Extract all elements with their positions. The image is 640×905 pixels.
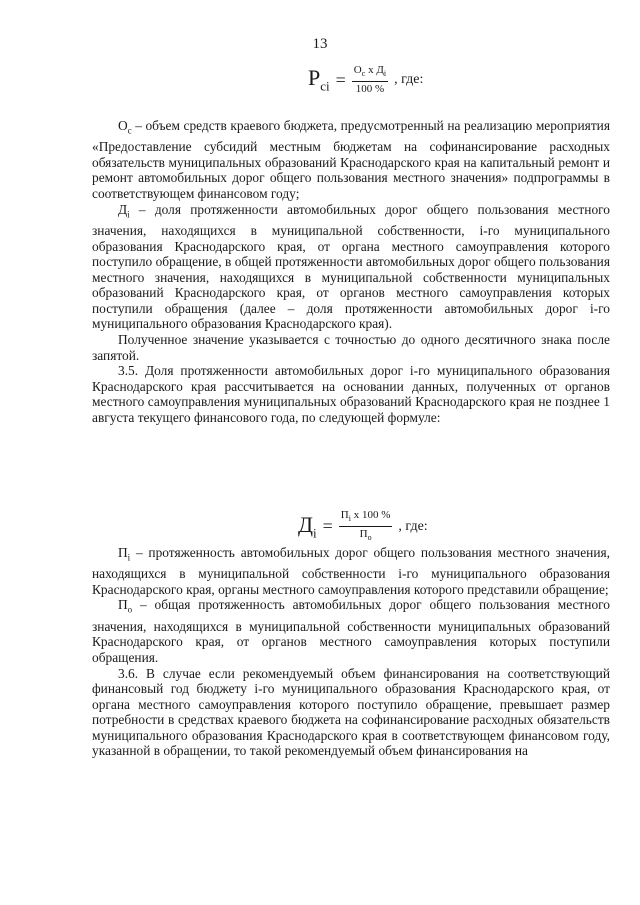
variable-symbol: $Д_i$ (118, 201, 130, 220)
formula-fraction (339, 509, 393, 544)
paragraph-text: 3.5. Доля протяженности автомобильных дорог i-го муниципального образования Краснодарского края рассчитывается на основании данных, полученных от органов местного самоуправления муниципальных образований Краснодарского края не позднее 1 августа текущего финансового года, по следующей формуле: (92, 363, 610, 426)
equals-sign: = (335, 69, 346, 90)
equals-sign: = (322, 516, 333, 537)
paragraph (92, 118, 610, 202)
variable-symbol: $П_i$ (118, 545, 131, 563)
formula-numerator: $П_i$ x 100 % (339, 509, 393, 527)
page-number: 13 (312, 36, 328, 52)
formula-suffix: , где: (398, 518, 428, 534)
variable-symbol: $П_o$ (118, 597, 133, 616)
paragraph-text: – протяженность автомобильных дорог общего пользования местного значения, находящихся в муниципальной собственности i-го муниципального образования Краснодарского края, органы местного самоуправления которого представили обращение; (92, 545, 610, 597)
formula-suffix: , где: (394, 72, 424, 88)
paragraph (92, 597, 610, 665)
formula-fraction (352, 64, 388, 96)
paragraph-text: 3.6. В случае если рекомендуемый объем финансирования на соответствующий финансовый год бюджету i-го муниципального образования Краснодарского края, от органа местного самоуправления которого поступило обращение, превышает размер потребности в средствах краевого бюджета на софинансирование расходных обязательств муниципального образования Краснодарского края в соответствующем финансовом году, указанной в обращении, то такой рекомендуемый объем финансирования на (92, 665, 610, 759)
text-block-definitions (92, 118, 610, 426)
paragraph-text: – доля протяженности автомобильных дорог общего пользования местного значения, находящихся в муниципальной собственности, i-го муниципального образования Краснодарского края, от органа местного самоуправления которого поступило обращение, в общей протяженности автомобильных дорог общего пользования местного значения, находящихся в муниципальной собственности муниципальных образований Краснодарского края, от органов местного самоуправления которых поступили обращения (далее – доля протяженности автомобильных дорог i-го муниципального образования Краснодарского края). (92, 201, 610, 332)
paragraph-text: – общая протяженность автомобильных дорог общего пользования местного значения, находящихся в муниципальной собственности муниципальных образований Краснодарского края, от органов местного самоуправления которых поступили обращения. (92, 597, 610, 665)
variable-symbol: $О_c$ (118, 118, 132, 136)
formula-numerator: $О_c$ x $Д_i$ (352, 64, 388, 82)
formula-road-share (298, 509, 428, 544)
paragraph-text: – объем средств краевого бюджета, предусмотренный на реализацию мероприятия «Предоставление субсидий местным бюджетам на софинансирование расходных обязательств муниципальных образований Краснодарского края на капитальный ремонт и ремонт автомобильных дорог общего пользования местного значения» подпрограммы в соответствующем финансовом году; (92, 118, 610, 202)
formula-lhs: $Д_i$ (298, 511, 317, 541)
paragraph (92, 363, 610, 425)
paragraph (92, 666, 610, 760)
paragraph-text: Полученное значение указывается с точностью до одного десятичного знака после запятой. (92, 332, 610, 363)
paragraph (92, 332, 610, 363)
formula-lhs: $P_{ci}$ (308, 65, 330, 94)
formula-denominator: $П_o$ (359, 528, 372, 543)
formula-denominator: 100 % (355, 83, 385, 96)
text-block-continuation (92, 545, 610, 759)
paragraph (92, 545, 610, 597)
formula-subsidy-share (308, 64, 423, 96)
paragraph (92, 202, 610, 332)
